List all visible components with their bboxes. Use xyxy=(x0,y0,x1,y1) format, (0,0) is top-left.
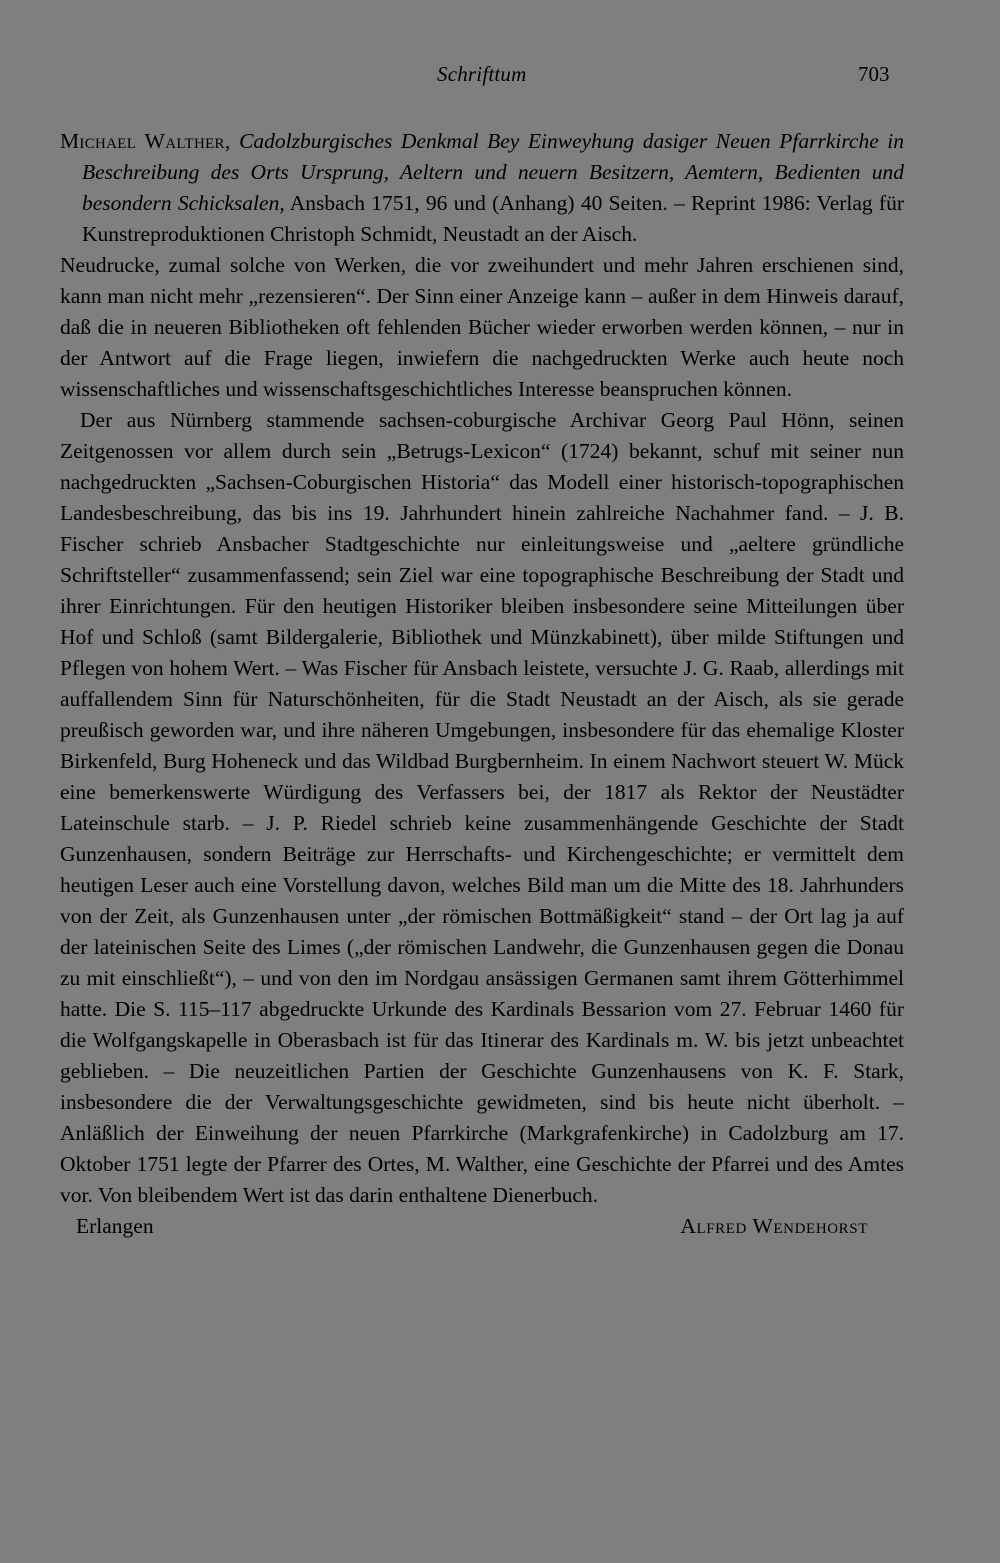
page-number: 703 xyxy=(858,62,890,86)
bibliographic-entry xyxy=(60,126,904,250)
review-content xyxy=(60,126,904,1242)
running-header-title: Schrifttum xyxy=(437,62,527,86)
body-paragraph-1: Neudrucke, zumal solche von Werken, die vor zweihundert und mehr Jahren erschienen sind, kann man nicht mehr „rezensieren“. Der Sinn einer Anzeige kann – außer in dem Hinweis darauf, daß die in neueren Bibliotheken oft fehlenden Bücher wieder erworben werden können, – nur in der Antwort auf die Frage liegen, inwiefern die nachgedruckten Werke auch heute noch wissenschaftliches und wissenschaftsgeschichtliches Interesse beanspruchen können. xyxy=(60,253,904,401)
entry-author: Michael Walther, xyxy=(60,129,231,153)
body-paragraph-2: Der aus Nürnberg stammende sachsen-coburgische Archivar Georg Paul Hönn, seinen Zeitgenossen vor allem durch sein „Betrugs-Lexicon“ (1724) bekannt, schuf mit seiner nun nachgedruckten „Sachsen-Coburgischen Historia“ das Modell einer historisch-topographischen Landesbeschreibung, das bis ins 19. Jahrhundert hinein zahlreiche Nachahmer fand. – J. B. Fischer schrieb Ansbacher Stadtgeschichte nur einleitungsweise und „aeltere gründliche Schriftsteller“ zusammenfassend; sein Ziel war eine topographische Beschreibung der Stadt und ihrer Einrichtungen. Für den heutigen Historiker bleiben insbesondere seine Mitteilungen über Hof und Schloß (samt Bildergalerie, Bibliothek und Münzkabinett), über milde Stiftungen und Pflegen von hohem Wert. – Was Fischer für Ansbach leistete, versuchte J. G. Raab, allerdings mit auffallendem Sinn für Naturschönheiten, für die Stadt Neustadt an der Aisch, als sie gerade preußisch geworden war, und ihre näheren Umgebungen, insbesondere für das ehemalige Kloster Birkenfeld, Burg Hoheneck und das Wildbad Burgbernheim. In einem Nachwort steuert W. Mück eine bemerkenswerte Würdigung des Verfassers bei, der 1817 als Rektor der Neustädter Lateinschule starb. – J. P. Riedel schrieb keine zusammenhängende Geschichte der Stadt Gunzenhausen, sondern Beiträge zur Herrschafts- und Kirchengeschichte; er vermittelt dem heutigen Leser auch eine Vorstellung davon, welches Bild man um die Mitte des 18. Jahrhunders von der Zeit, als Gunzenhausen unter „der römischen Bottmäßigkeit“ stand – der Ort lag ja auf der lateinischen Seite des Limes („der römischen Landwehr, die Gunzenhausen gegen die Donau zu mit einschließt“), – und von den im Nordgau ansässigen Germanen samt ihrem Götterhimmel hatte. Die S. 115–117 abgedruckte Urkunde des Kardinals Bessarion vom 27. Februar 1460 für die Wolfgangskapelle in Oberasbach ist für das Itinerar des Kardinals m. W. bis jetzt unbeachtet geblieben. – Die neuzeitlichen Partien der Geschichte Gunzenhausens von K. F. Stark, insbesondere die der Verwaltungsgeschichte gewidmeten, sind bis heute nicht überholt. – Anläßlich der Einweihung der neuen Pfarrkirche (Markgrafenkirche) in Cadolzburg am 17. Oktober 1751 legte der Pfarrer des Ortes, M. Walther, eine Geschichte der Pfarrei und des Amtes vor. Von bleibendem Wert ist das darin enthaltene Dienerbuch. xyxy=(60,408,904,1207)
signature-place: Erlangen xyxy=(76,1214,154,1238)
entry-title: Cadolzburgisches Denkmal Bey Einweyhung dasiger Neuen Pfarrkirche in Beschreibung des Orts Ursprung, Aeltern und neuern Besitzern, Aemtern, Bedienten und besondern Schicksalen, xyxy=(82,129,905,215)
signature-line xyxy=(60,1211,904,1242)
signature-name: Alfred Wendehorst xyxy=(680,1214,868,1238)
entry-details: Ansbach 1751, 96 und (Anhang) 40 Seiten. – Reprint 1986: Verlag für Kunstreproduktionen Christoph Schmidt, Neustadt an der Aisch. xyxy=(82,191,904,246)
